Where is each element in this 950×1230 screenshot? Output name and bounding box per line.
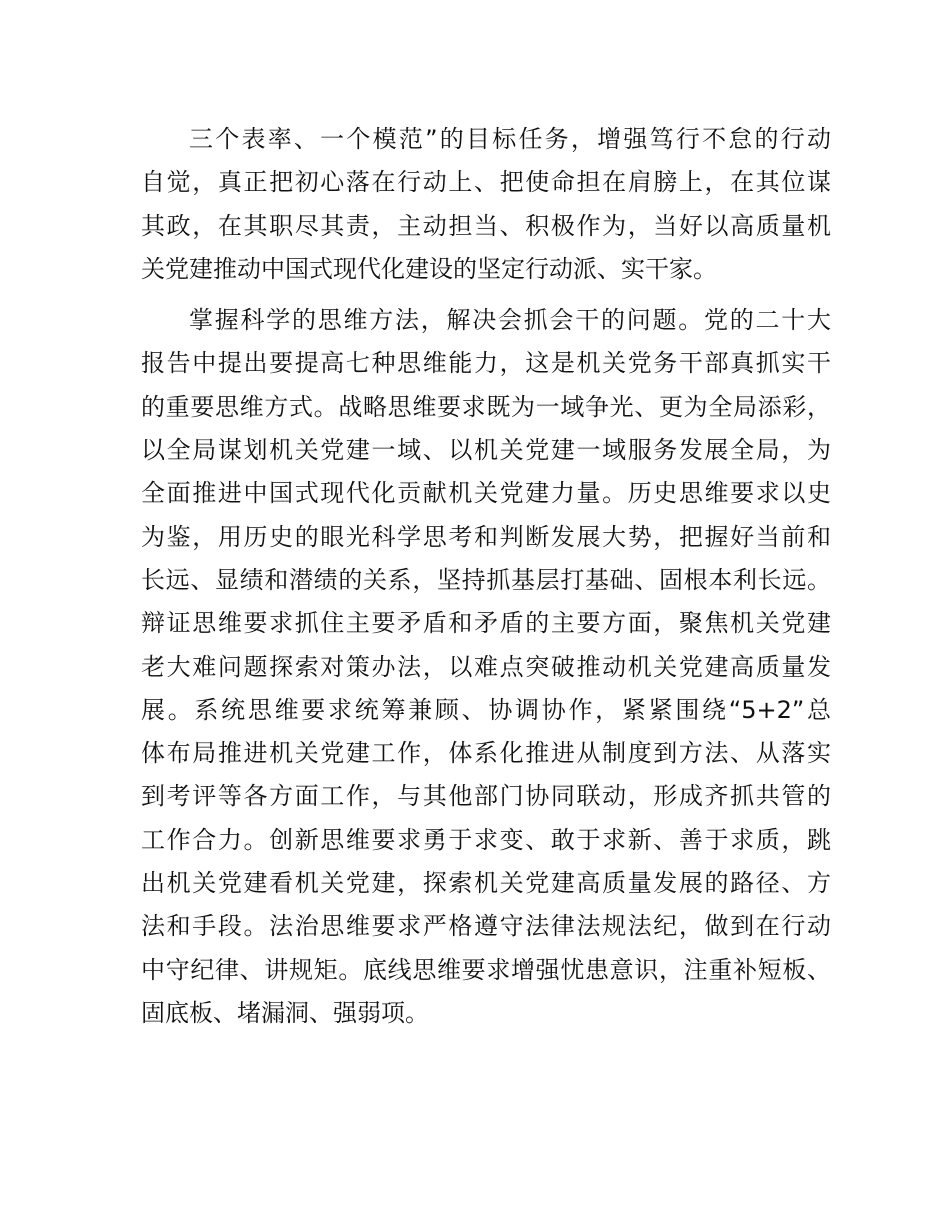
document-body <box>141 118 831 1035</box>
paragraph-line: 出机关党建看机关党建，探索机关党建高质量发展的路径、方 <box>141 869 831 898</box>
paragraph-line: 全面推进中国式现代化贡献机关党建力量。历史思维要求以史 <box>141 479 831 508</box>
paragraph-line: 自觉，真正把初心落在行动上、把使命担在肩膀上，在其位谋 <box>141 168 831 197</box>
paragraph-line: 中守纪律、讲规矩。底线思维要求增强忧患意识，注重补短板、 <box>141 955 831 984</box>
paragraph-line: 展。系统思维要求统筹兼顾、协调协作，紧紧围绕“5+2”总 <box>141 695 831 724</box>
paragraph-line: 工作合力。创新思维要求勇于求变、敢于求新、善于求质，跳 <box>141 825 831 854</box>
paragraph-line: 关党建推动中国式现代化建设的坚定行动派、实干家。 <box>141 254 717 283</box>
paragraph-line: 以全局谋划机关党建一域、以机关党建一域服务发展全局，为 <box>141 436 831 465</box>
paragraph-line: 为鉴，用历史的眼光科学思考和判断发展大势，把握好当前和 <box>141 522 831 551</box>
paragraph-line: 固底板、堵漏洞、强弱项。 <box>141 998 429 1027</box>
paragraph-line: 的重要思维方式。战略思维要求既为一域争光、更为全局添彩， <box>141 392 831 421</box>
paragraph-line: 三个表率、一个模范”的目标任务，增强笃行不怠的行动 <box>189 125 831 153</box>
paragraph-line: 长远、显绩和潜绩的关系，坚持抓基层打基础、固根本利长远。 <box>141 565 831 594</box>
paragraph-line: 老大难问题探索对策办法，以难点突破推动机关党建高质量发 <box>141 652 831 681</box>
paragraph-line: 其政，在其职尽其责，主动担当、积极作为，当好以高质量机 <box>141 211 831 240</box>
paragraph-line: 报告中提出要提高七种思维能力，这是机关党务干部真抓实干 <box>141 349 831 378</box>
paragraph-line: 法和手段。法治思维要求严格遵守法律法规法纪，做到在行动 <box>141 912 831 941</box>
paragraph-line: 体布局推进机关党建工作，体系化推进从制度到方法、从落实 <box>141 739 831 768</box>
paragraph-line: 掌握科学的思维方法，解决会抓会干的问题。党的二十大 <box>189 306 831 335</box>
paragraph-2 <box>141 299 831 1035</box>
paragraph-line: 辩证思维要求抓住主要矛盾和矛盾的主要方面，聚焦机关党建 <box>141 609 831 638</box>
paragraph-spacer <box>141 291 831 299</box>
paragraph-line: 到考评等各方面工作，与其他部门协同联动，形成齐抓共管的 <box>141 782 831 811</box>
paragraph-1 <box>141 118 831 291</box>
